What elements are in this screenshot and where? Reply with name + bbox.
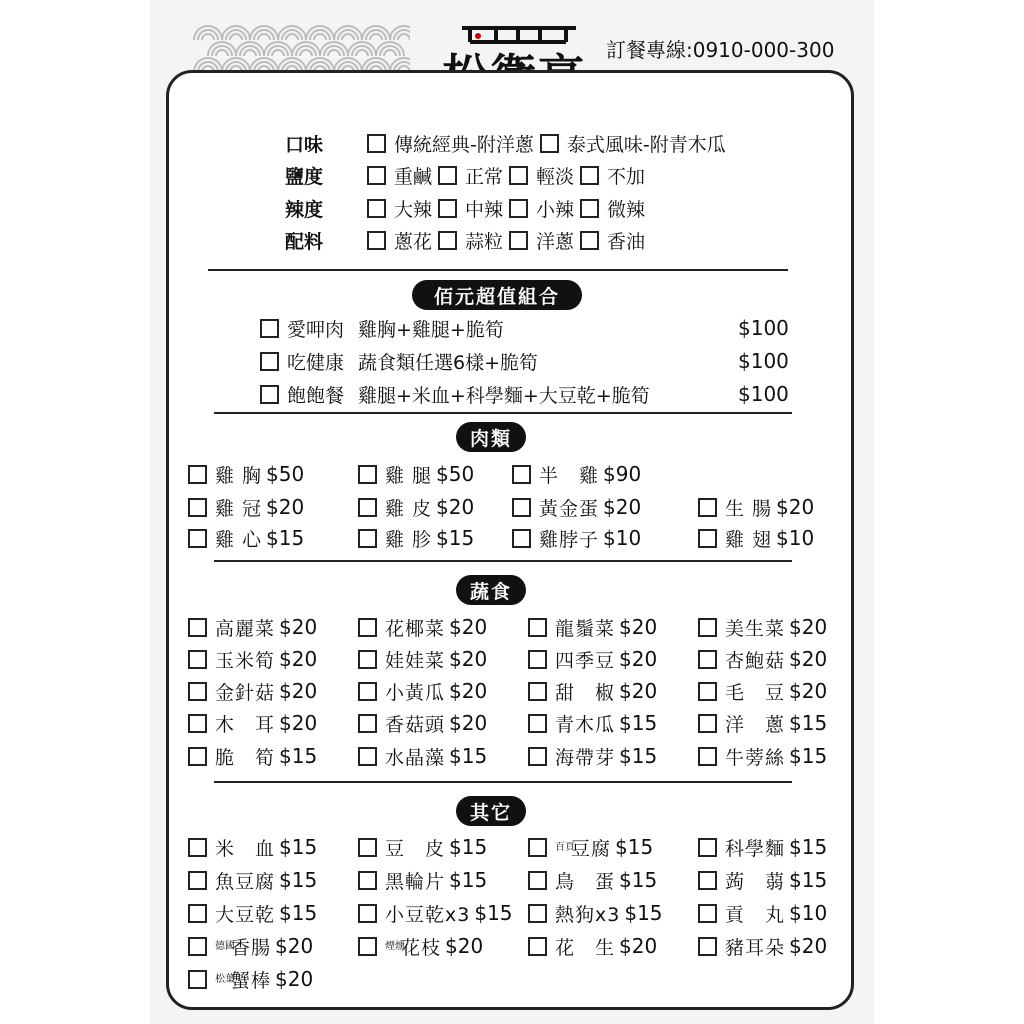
- item-name: 玉米筍: [215, 649, 276, 672]
- item-name: 牛蒡絲: [725, 746, 786, 769]
- checkbox[interactable]: [188, 937, 207, 956]
- item-price: $15: [436, 526, 475, 550]
- item-name: 四季豆: [555, 649, 616, 672]
- item-price: $20: [619, 647, 658, 671]
- menu-item[interactable]: [188, 460, 304, 488]
- item-name: 龍鬚菜: [555, 617, 616, 640]
- menu-item[interactable]: [698, 524, 814, 552]
- menu-item[interactable]: [528, 709, 657, 737]
- menu-item[interactable]: [358, 645, 487, 673]
- option-choice[interactable]: [438, 162, 503, 189]
- item-name: 生 腸: [725, 497, 773, 520]
- item-name: 魚豆腐: [215, 870, 276, 893]
- menu-item[interactable]: [358, 899, 513, 927]
- checkbox[interactable]: [580, 166, 599, 185]
- option-choice-label: 蔥花: [394, 230, 433, 253]
- item-price: $50: [436, 462, 475, 486]
- item-price: $20: [789, 934, 828, 958]
- item-name: 雞 胗: [385, 528, 433, 551]
- checkbox[interactable]: [367, 231, 386, 250]
- checkbox[interactable]: [698, 498, 717, 517]
- item-name: 花椰菜: [385, 617, 446, 640]
- item-name: 高麗菜: [215, 617, 276, 640]
- item-name: 水晶藻: [385, 746, 446, 769]
- option-choice-label: 傳統經典-附洋蔥: [394, 133, 534, 156]
- checkbox[interactable]: [438, 231, 457, 250]
- divider: [214, 781, 792, 783]
- item-price: $15: [474, 901, 513, 925]
- item-name: 小黃瓜: [385, 681, 446, 704]
- checkbox[interactable]: [698, 747, 717, 766]
- menu-item[interactable]: [358, 493, 474, 521]
- checkbox[interactable]: [528, 682, 547, 701]
- option-choice[interactable]: [438, 195, 503, 222]
- menu-item[interactable]: [188, 613, 317, 641]
- item-price: $20: [619, 934, 658, 958]
- option-choice-label: 不加: [607, 165, 646, 188]
- checkbox[interactable]: [580, 199, 599, 218]
- section-title-veg: 蔬食: [456, 575, 526, 605]
- item-name: 米 血: [215, 837, 276, 860]
- section-title-other: 其它: [456, 796, 526, 826]
- item-price: $15: [279, 744, 318, 768]
- combo-item[interactable]: [260, 347, 538, 375]
- menu-item[interactable]: [698, 866, 827, 894]
- option-label: 配料: [285, 230, 324, 253]
- option-choice[interactable]: [509, 162, 574, 189]
- item-price: $10: [603, 526, 642, 550]
- checkbox[interactable]: [358, 937, 377, 956]
- checkbox[interactable]: [367, 166, 386, 185]
- item-name: 花 生: [555, 936, 616, 959]
- item-name: 蟹棒: [231, 969, 272, 992]
- option-choice-label: 洋蔥: [536, 230, 575, 253]
- item-price: $15: [789, 835, 828, 859]
- checkbox[interactable]: [260, 352, 279, 371]
- section-title-meat: 肉類: [456, 422, 526, 452]
- menu-item[interactable]: [188, 965, 313, 993]
- item-prefix: 松葉: [215, 973, 235, 985]
- menu-item[interactable]: [528, 742, 657, 770]
- item-name: 豆腐: [571, 837, 612, 860]
- checkbox[interactable]: [698, 937, 717, 956]
- item-name: 木 耳: [215, 713, 276, 736]
- item-price: $20: [279, 615, 318, 639]
- combo-desc: 雞腿+米血+科學麵+大豆乾+脆筍: [358, 384, 650, 407]
- item-price: $20: [449, 711, 488, 735]
- item-price: $20: [275, 967, 314, 991]
- item-name: 洋 蔥: [725, 713, 786, 736]
- menu-item[interactable]: [698, 677, 827, 705]
- menu-item[interactable]: [528, 932, 657, 960]
- checkbox[interactable]: [188, 529, 207, 548]
- menu-item[interactable]: [698, 613, 827, 641]
- option-choice-label: 香油: [607, 230, 646, 253]
- checkbox[interactable]: [358, 618, 377, 637]
- option-choice[interactable]: [580, 162, 645, 189]
- checkbox[interactable]: [528, 618, 547, 637]
- menu-item[interactable]: [698, 645, 827, 673]
- combo-item[interactable]: [260, 380, 650, 408]
- item-name: 海帶芽: [555, 746, 616, 769]
- checkbox[interactable]: [358, 838, 377, 857]
- menu-item[interactable]: [188, 677, 317, 705]
- option-choice[interactable]: [580, 227, 645, 254]
- item-price: $15: [789, 868, 828, 892]
- item-name: 雞 皮: [385, 497, 433, 520]
- checkbox[interactable]: [698, 618, 717, 637]
- item-price: $15: [789, 711, 828, 735]
- item-name: 娃娃菜: [385, 649, 446, 672]
- item-price: $15: [615, 835, 654, 859]
- menu-item[interactable]: [512, 493, 641, 521]
- item-price: $15: [619, 868, 658, 892]
- item-name: 熱狗x3: [555, 903, 621, 926]
- item-price: $20: [776, 495, 815, 519]
- option-choice[interactable]: [367, 227, 432, 254]
- checkbox[interactable]: [528, 747, 547, 766]
- option-row: [285, 129, 732, 157]
- item-price: $15: [449, 744, 488, 768]
- menu-item[interactable]: [188, 709, 317, 737]
- item-name: 雞 心: [215, 528, 263, 551]
- option-label: 辣度: [285, 198, 324, 221]
- checkbox[interactable]: [528, 904, 547, 923]
- menu-item[interactable]: [698, 742, 827, 770]
- option-choice[interactable]: [509, 227, 574, 254]
- option-choice[interactable]: [540, 130, 726, 157]
- checkbox[interactable]: [698, 871, 717, 890]
- checkbox[interactable]: [438, 199, 457, 218]
- combo-price: $100: [738, 349, 789, 373]
- checkbox[interactable]: [260, 319, 279, 338]
- option-choice-label: 輕淡: [536, 165, 575, 188]
- checkbox[interactable]: [528, 650, 547, 669]
- menu-item[interactable]: [188, 493, 304, 521]
- checkbox[interactable]: [509, 231, 528, 250]
- checkbox[interactable]: [528, 838, 547, 857]
- item-price: $10: [776, 526, 815, 550]
- checkbox[interactable]: [512, 529, 531, 548]
- item-price: $20: [449, 615, 488, 639]
- item-price: $10: [789, 901, 828, 925]
- menu-item[interactable]: [188, 833, 317, 861]
- menu-item[interactable]: [698, 932, 827, 960]
- checkbox[interactable]: [528, 871, 547, 890]
- divider: [214, 560, 792, 562]
- item-price: $15: [624, 901, 663, 925]
- checkbox[interactable]: [528, 714, 547, 733]
- checkbox[interactable]: [358, 529, 377, 548]
- divider: [208, 269, 788, 271]
- menu-item[interactable]: [358, 833, 487, 861]
- checkbox[interactable]: [698, 838, 717, 857]
- option-choice-label: 蒜粒: [465, 230, 504, 253]
- option-choice-label: 微辣: [607, 198, 646, 221]
- item-price: $20: [275, 934, 314, 958]
- checkbox[interactable]: [188, 904, 207, 923]
- checkbox[interactable]: [698, 650, 717, 669]
- item-price: $15: [449, 835, 488, 859]
- combo-price: $100: [738, 382, 789, 406]
- menu-item[interactable]: [358, 524, 474, 552]
- checkbox[interactable]: [188, 838, 207, 857]
- combo-desc: 蔬食類任選6樣+脆筍: [358, 351, 539, 374]
- checkbox[interactable]: [438, 166, 457, 185]
- item-name: 雞 胸: [215, 464, 263, 487]
- combo-price: $100: [738, 316, 789, 340]
- item-price: $20: [445, 934, 484, 958]
- option-choice[interactable]: [509, 195, 574, 222]
- checkbox[interactable]: [512, 465, 531, 484]
- item-name: 小豆乾x3: [385, 903, 471, 926]
- checkbox[interactable]: [188, 498, 207, 517]
- menu-item[interactable]: [358, 460, 474, 488]
- option-choice-label: 正常: [465, 165, 504, 188]
- option-choice[interactable]: [580, 195, 645, 222]
- item-name: 青木瓜: [555, 713, 616, 736]
- item-price: $15: [619, 711, 658, 735]
- checkbox[interactable]: [358, 871, 377, 890]
- menu-item[interactable]: [528, 899, 663, 927]
- item-price: $15: [279, 901, 318, 925]
- menu-item[interactable]: [512, 524, 641, 552]
- menu-item[interactable]: [188, 524, 304, 552]
- item-name: 科學麵: [725, 837, 786, 860]
- item-price: $20: [279, 711, 318, 735]
- item-name: 貢 丸: [725, 903, 786, 926]
- item-price: $20: [789, 679, 828, 703]
- option-label: 鹽度: [285, 165, 324, 188]
- option-choice-label: 中辣: [465, 198, 504, 221]
- combo-name: 吃健康: [287, 351, 345, 374]
- section-title-combos: 佰元超值組合: [412, 280, 582, 310]
- item-name: 雞 翅: [725, 528, 773, 551]
- item-name: 金針菇: [215, 681, 276, 704]
- item-price: $20: [449, 679, 488, 703]
- item-name: 雞脖子: [539, 528, 600, 551]
- menu-item[interactable]: [698, 899, 827, 927]
- item-price: $20: [266, 495, 305, 519]
- item-name: 毛 豆: [725, 681, 786, 704]
- menu-item[interactable]: [528, 833, 653, 861]
- checkbox[interactable]: [358, 465, 377, 484]
- checkbox[interactable]: [358, 498, 377, 517]
- item-name: 香菇頭: [385, 713, 446, 736]
- option-choice[interactable]: [367, 162, 432, 189]
- item-price: $20: [619, 615, 658, 639]
- menu-item[interactable]: [528, 645, 657, 673]
- item-price: $20: [279, 647, 318, 671]
- option-choice[interactable]: [367, 130, 534, 157]
- menu-item[interactable]: [188, 899, 317, 927]
- checkbox[interactable]: [188, 465, 207, 484]
- item-price: $20: [603, 495, 642, 519]
- item-name: 蒟 蒻: [725, 870, 786, 893]
- item-name: 雞 腿: [385, 464, 433, 487]
- checkbox[interactable]: [698, 682, 717, 701]
- item-price: $20: [449, 647, 488, 671]
- checkbox[interactable]: [188, 871, 207, 890]
- menu-item[interactable]: [188, 645, 317, 673]
- combo-desc: 雞胸+雞腿+脆筍: [358, 318, 504, 341]
- option-row: [285, 161, 651, 189]
- checkbox[interactable]: [698, 714, 717, 733]
- checkbox[interactable]: [358, 747, 377, 766]
- option-choice-label: 重鹹: [394, 165, 433, 188]
- option-row: [285, 226, 651, 254]
- menu-item[interactable]: [188, 866, 317, 894]
- item-name: 鳥 蛋: [555, 870, 616, 893]
- item-price: $90: [603, 462, 642, 486]
- item-price: $20: [436, 495, 475, 519]
- item-price: $15: [266, 526, 305, 550]
- item-name: 大豆乾: [215, 903, 276, 926]
- order-hotline: 訂餐專線:0910-000-300: [606, 38, 835, 62]
- menu-item[interactable]: [528, 613, 657, 641]
- checkbox[interactable]: [188, 682, 207, 701]
- item-price: $15: [279, 868, 318, 892]
- checkbox[interactable]: [358, 650, 377, 669]
- item-name: 花枝: [401, 936, 442, 959]
- item-name: 半 雞: [539, 464, 600, 487]
- item-name: 豆 皮: [385, 837, 446, 860]
- item-name: 豬耳朵: [725, 936, 786, 959]
- checkbox[interactable]: [188, 650, 207, 669]
- item-name: 黑輪片: [385, 870, 446, 893]
- item-price: $20: [279, 679, 318, 703]
- item-prefix: 煙燻: [385, 940, 405, 952]
- item-price: $20: [619, 679, 658, 703]
- menu-item[interactable]: [698, 833, 827, 861]
- wave-pattern-decoration: [186, 10, 410, 76]
- menu-item[interactable]: [188, 932, 313, 960]
- item-name: 美生菜: [725, 617, 786, 640]
- menu-item[interactable]: [698, 709, 827, 737]
- item-name: 杏鮑菇: [725, 649, 786, 672]
- checkbox[interactable]: [358, 904, 377, 923]
- item-price: $15: [449, 868, 488, 892]
- menu-item[interactable]: [358, 932, 483, 960]
- menu-item[interactable]: [698, 493, 814, 521]
- checkbox[interactable]: [512, 498, 531, 517]
- checkbox[interactable]: [528, 937, 547, 956]
- option-choice[interactable]: [367, 195, 432, 222]
- option-choice-label: 泰式風味-附青木瓜: [566, 133, 726, 156]
- checkbox[interactable]: [580, 231, 599, 250]
- checkbox[interactable]: [367, 134, 386, 153]
- checkbox[interactable]: [188, 970, 207, 989]
- item-price: $20: [789, 647, 828, 671]
- menu-item[interactable]: [358, 709, 487, 737]
- item-price: $15: [789, 744, 828, 768]
- checkbox[interactable]: [698, 529, 717, 548]
- item-name: 雞 冠: [215, 497, 263, 520]
- checkbox[interactable]: [358, 682, 377, 701]
- menu-item[interactable]: [528, 677, 657, 705]
- option-choice-label: 大辣: [394, 198, 433, 221]
- option-choice[interactable]: [438, 227, 503, 254]
- item-price: $20: [789, 615, 828, 639]
- item-prefix: 德國: [215, 940, 235, 952]
- checkbox[interactable]: [540, 134, 559, 153]
- item-price: $15: [619, 744, 658, 768]
- menu-item[interactable]: [188, 742, 317, 770]
- item-name: 甜 椒: [555, 681, 616, 704]
- menu-item[interactable]: [528, 866, 657, 894]
- menu-item[interactable]: [358, 866, 487, 894]
- menu-item[interactable]: [512, 460, 641, 488]
- option-choice-label: 小辣: [536, 198, 575, 221]
- item-name: 黃金蛋: [539, 497, 600, 520]
- item-name: 脆 筍: [215, 746, 276, 769]
- checkbox[interactable]: [188, 747, 207, 766]
- combo-name: 愛呷肉: [287, 318, 345, 341]
- checkbox[interactable]: [188, 618, 207, 637]
- menu-item[interactable]: [358, 742, 487, 770]
- combo-name: 飽飽餐: [287, 384, 345, 407]
- divider: [214, 412, 792, 414]
- checkbox[interactable]: [188, 714, 207, 733]
- checkbox[interactable]: [509, 166, 528, 185]
- option-row: [285, 194, 651, 222]
- item-prefix: 百頁: [555, 841, 575, 853]
- checkbox[interactable]: [509, 199, 528, 218]
- checkbox[interactable]: [260, 385, 279, 404]
- checkbox[interactable]: [698, 904, 717, 923]
- menu-item[interactable]: [358, 677, 487, 705]
- option-label: 口味: [285, 133, 324, 156]
- item-name: 香腸: [231, 936, 272, 959]
- item-price: $50: [266, 462, 305, 486]
- checkbox[interactable]: [358, 714, 377, 733]
- menu-item[interactable]: [358, 613, 487, 641]
- item-price: $15: [279, 835, 318, 859]
- combo-item[interactable]: [260, 314, 504, 342]
- checkbox[interactable]: [367, 199, 386, 218]
